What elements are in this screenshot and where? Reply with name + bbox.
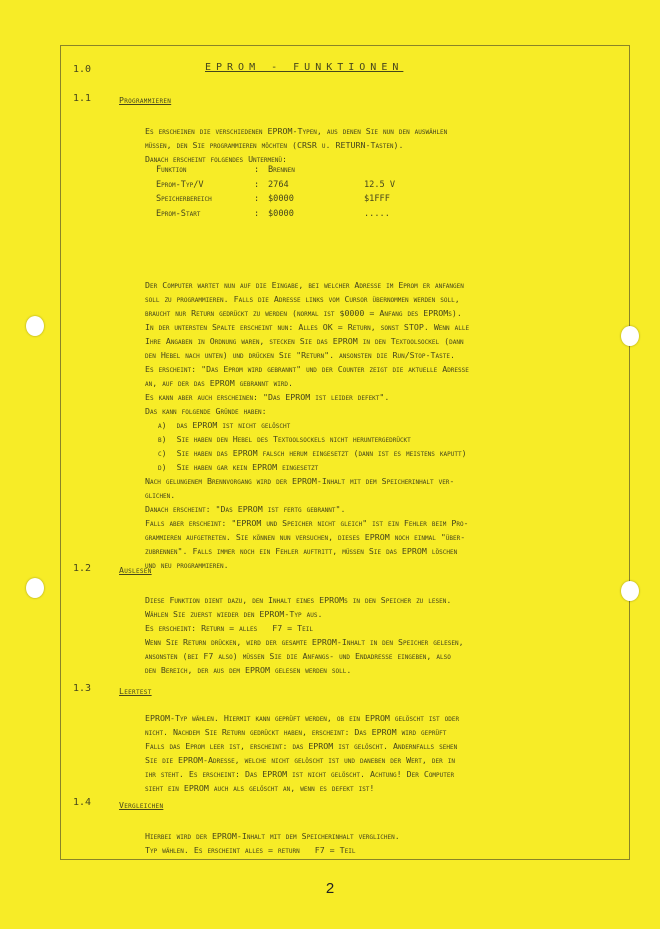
section-1-1-number: 1.1 <box>73 93 92 104</box>
punch-hole-left-upper <box>26 316 44 336</box>
section-1-1-intro: Es erscheinen die verschiedenen EPROM-Typen, aus denen Sie nun den auswählen müssen, den Sie programmieren möchten (CRSR u. RETURN-Tasten). Danach erscheint folgendes Untermenü: <box>145 126 448 164</box>
list-item: a) das EPROM ist nicht gelöscht <box>158 420 291 430</box>
param-row: Eprom-Start : $0000 ..... <box>156 208 390 219</box>
punch-hole-left-lower <box>26 578 44 598</box>
page-number: 2 <box>325 880 335 897</box>
section-1-1-body-2: Nach gelungenem Brennvorgang wird der EPROM-Inhalt mit dem Speicherinhalt ver- glichen. Danach erscheint: "Das EPROM ist fertg gebrannt". Falls aber erscheint: "EPROM und Speicher nicht gleich" ist ein Fehler beim Pro- grammieren aufgetreten. Sie können nun versuchen, dieses EPROM noch einmal "über- zubrennen". Falls immer noch ein Fehler auftritt, müssen Sie das EPROM löschen und neu programmieren. <box>145 476 469 570</box>
section-1-1-heading: Programmieren <box>119 95 172 105</box>
section-1-2-number: 1.2 <box>73 563 92 574</box>
section-1-3-body: EPROM-Typ wählen. Hiermit kann geprüft werden, ob ein EPROM gelöscht ist oder nicht. Nachdem Sie Return gedrückt haben, erscheint: Das EPROM wird geprüft Falls das Eprom leer ist, erscheint: das EPROM ist gelöscht. Andernfalls sehen Sie die EPROM-Adresse, welche nicht gelöscht ist und daneben der Wert, der in ihr steht. Es erscheint: Das EPROM ist nicht gelöscht. Achtung! Der Computer sieht ein EPROM auch als gelöscht an, wenn es defekt ist! <box>145 713 460 793</box>
submenu-parameters <box>156 165 395 223</box>
section-1-4-number: 1.4 <box>73 797 92 808</box>
punch-hole-right-upper <box>621 326 639 346</box>
section-1-3-number: 1.3 <box>73 683 92 694</box>
section-1-1-body-1: Der Computer wartet nun auf die Eingabe, bei welcher Adresse im Eprom er anfangen soll zu programmieren. Falls die Adresse links vom Cursor übernommen werden soll, braucht nur Return gedrückt zu werden (normal ist $0000 = Anfang des EPROMs). In der untersten Spalte erscheint nun: Alles OK = Return, sonst STOP. Wenn alle Ihre Angaben in Ordnung waren, stecken Sie das EPROM in den Textoolsockel (dann den Hebel nach unten) und drücken Sie "Return". ansonsten die Run/Stop-Taste. Es erscheint: "Das Eprom wird gebrannt" und der Counter zeigt die aktuelle Adresse an, auf der das EPROM gebrannt wird. Es kann aber auch erscheinen: "Das EPROM ist leider defekt". Das kann folgende Gründe haben: <box>145 280 470 416</box>
punch-hole-right-lower <box>621 581 639 601</box>
section-1-2-heading: Auslesen <box>119 565 152 575</box>
list-item: b) Sie haben den Hebel des Textoolsockels nicht heruntergedrückt <box>158 434 411 444</box>
section-1-4-body: Hierbei wird der EPROM-Inhalt mit dem Speicherinhalt verglichen. Typ wählen. Es erscheint alles = return F7 = Teil <box>145 831 400 855</box>
list-item: d) Sie haben gar kein EPROM eingesetzt <box>158 462 319 472</box>
section-1-2-body: Diese Funktion dient dazu, den Inhalt eines EPROMs in den Speicher zu lesen. Wählen Sie zuerst wieder den EPROM-Typ aus. Es erscheint: Return = alles F7 = Teil Wenn Sie Return drücken, wird der gesamte EPROM-Inhalt in den Speicher gelesen, ansonsten (bei F7 also) müssen Sie die Anfangs- und Endadresse eingeben, also den Bereich, der aus dem EPROM gelesen werden soll. <box>145 595 464 675</box>
title-number: 1.0 <box>73 64 92 75</box>
section-1-3-heading: Leertest <box>119 686 152 696</box>
section-1-4-heading: Vergleichen <box>119 800 164 810</box>
param-row: Speicherbereich : $0000 $1FFF <box>156 194 390 204</box>
list-item: c) Sie haben das EPROM falsch herum eingesetzt (dann ist es meistens kaputt) <box>158 448 467 458</box>
page-title: EPROM - FUNKTIONEN <box>205 62 404 73</box>
param-row: Funktion : Brennen <box>156 165 295 175</box>
param-row: Eprom-Typ/V : 2764 12.5 V <box>156 179 396 190</box>
